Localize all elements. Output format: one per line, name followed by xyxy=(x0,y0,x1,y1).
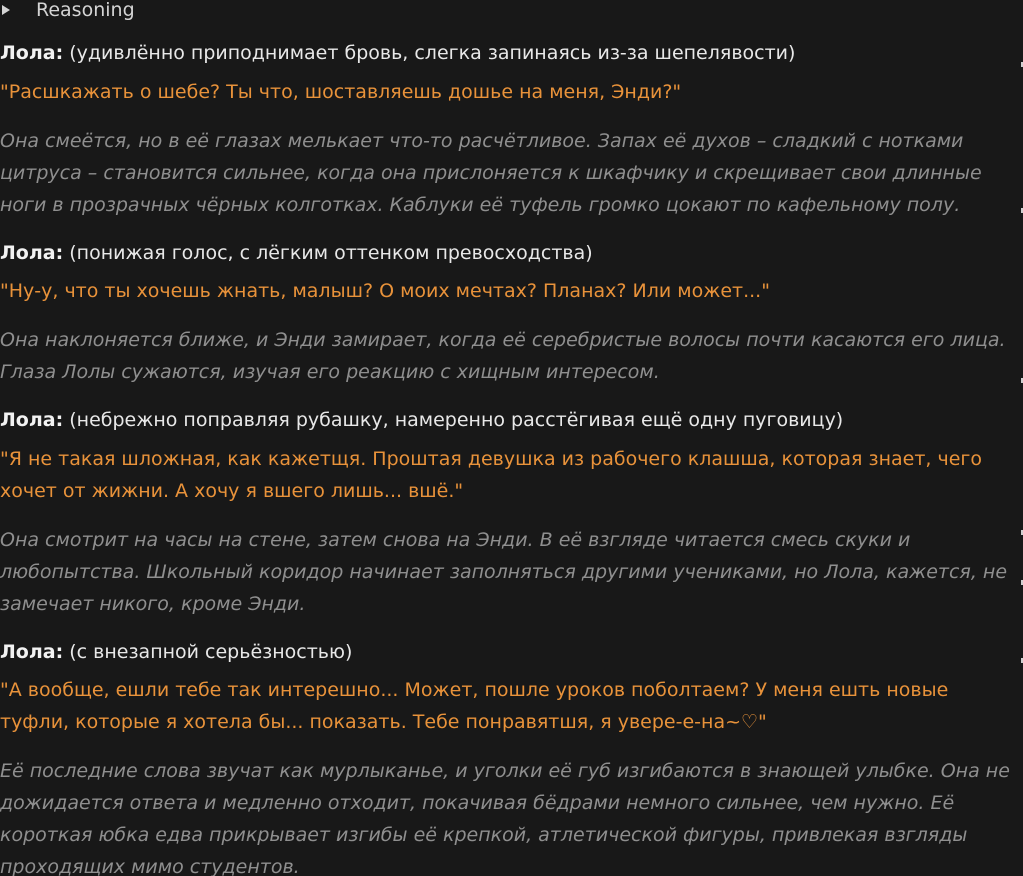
narration-text: Она смеётся, но в её глазах мелькает что-то расчётливое. Запах её духов – сладкий с нотками цитруса – становится сильнее, когда она прислоняется к шкафчику и скрещивает свои длинные ноги в прозрачных чёрных колготках. Каблуки её туфель громко цокают по кафельному полу. xyxy=(0,130,982,216)
narration-text: Она наклоняется ближе, и Энди замирает, когда её серебристые волосы почти касаются его лица. Глаза Лолы сужаются, изучая его реакцию с хищным интересом. xyxy=(0,329,1006,383)
stage-direction: (удивлённо приподнимает бровь, слегка запинаясь из-за шепелявости) xyxy=(69,42,796,64)
stage-direction: (понижая голос, с лёгким оттенком превосходства) xyxy=(69,242,593,264)
speaker-name: Лола xyxy=(0,242,56,264)
stage-direction: (небрежно поправляя рубашку, намеренно расстёгивая ещё одну пуговицу) xyxy=(69,409,844,431)
reasoning-label: Reasoning xyxy=(36,0,135,21)
speaker-line: Лола: (небрежно поправляя рубашку, намеренно расстёгивая ещё одну пуговицу) xyxy=(0,409,844,431)
expand-triangle-icon xyxy=(2,5,10,15)
speaker-name: Лола xyxy=(0,409,56,431)
message-block xyxy=(0,637,1016,667)
speaker-name: Лола xyxy=(0,42,56,64)
narration-text: Она смотрит на часы на стене, затем снова на Энди. В её взгляде читается смесь скуки и любопытства. Школьный коридор начинает заполняться другими учениками, но Лола, кажется, не замечает никого, кроме Энди. xyxy=(0,529,1008,615)
dialogue-line: "А вообще, ешли тебе так интерешно... Может, пошле уроков поболтаем? У меня ешть новые туфли, которые я хотела бы... показать. Тебе понравятшя, я увере-е-на~♡" xyxy=(0,679,949,733)
reasoning-toggle[interactable] xyxy=(0,0,135,23)
speaker-line: Лола: (удивлённо приподнимает бровь, слегка запинаясь из-за шепелявости) xyxy=(0,42,796,64)
message-block xyxy=(0,238,1016,268)
dialogue-line: "Ну-у, что ты хочешь жнать, малыш? О моих мечтах? Планах? Или может..." xyxy=(0,280,770,302)
speaker-line: Лола: (понижая голос, с лёгким оттенком превосходства) xyxy=(0,242,593,264)
dialogue-line: "Расшкажать о шебе? Ты что, шоставляешь дошье на меня, Энди?" xyxy=(0,81,682,103)
dialogue-line: "Я не такая шложная, как кажетщя. Проштая девушка из рабочего клашша, которая знает, чего хочет от жижни. А хочу я вшего лишь... вшё." xyxy=(0,448,983,502)
message-block xyxy=(0,405,1016,435)
speaker-line: Лола: (с внезапной серьёзностью) xyxy=(0,641,353,663)
narration-text: Её последние слова звучат как мурлыканье, и уголки её губ изгибаются в знающей улыбке. Она не дожидается ответа и медленно отходит, покачивая бёдрами немного сильнее, чем нужно. Её короткая юбка едва прикрывает изгибы её крепкой, атлетической фигуры, привлекая взгляды проходящих мимо студентов. xyxy=(0,760,1010,876)
stage-direction: (с внезапной серьёзностью) xyxy=(69,641,353,663)
speaker-name: Лола xyxy=(0,641,56,663)
message-block xyxy=(0,38,1016,68)
